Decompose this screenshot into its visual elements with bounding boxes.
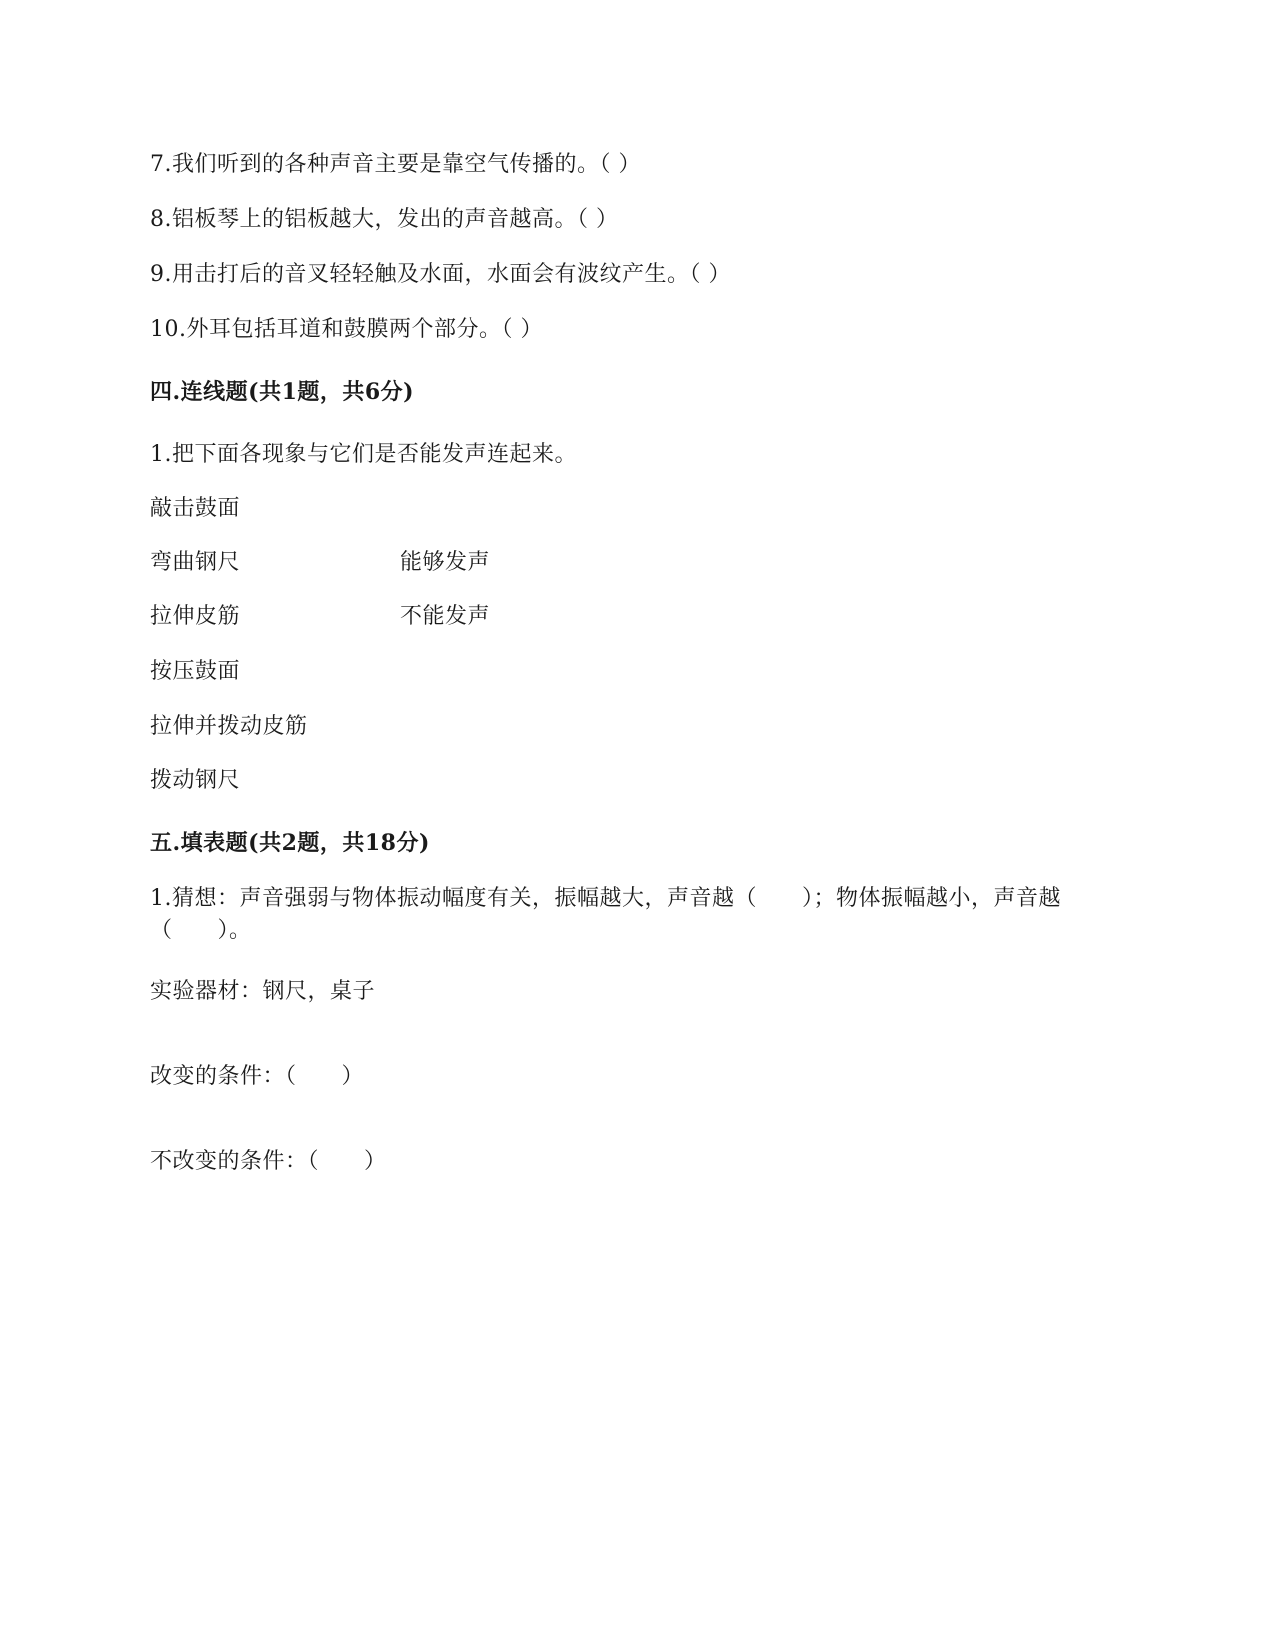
judgment-item-8: 8.铝板琴上的铝板越大，发出的声音越高。（ ） <box>150 207 619 232</box>
matching-left-item: 拨动钢尺 <box>150 768 241 793</box>
matching-left-item: 拉伸皮筋 <box>150 604 241 629</box>
matching-left-item: 敲击鼓面 <box>150 496 241 521</box>
judgment-item-7: 7.我们听到的各种声音主要是靠空气传播的。（ ） <box>150 152 641 177</box>
matching-left-item: 按压鼓面 <box>150 659 241 684</box>
judgment-item-9: 9.用击打后的音叉轻轻触及水面，水面会有波纹产生。（ ） <box>150 262 731 287</box>
changed-condition: 改变的条件：（ ） <box>150 1064 365 1089</box>
unchanged-condition: 不改变的条件：（ ） <box>150 1149 387 1174</box>
fill-question: 1.猜想：声音强弱与物体振动幅度有关，振幅越大，声音越（ ）；物体振幅越小，声音越（ ）。 <box>150 886 1061 943</box>
matching-question: 1.把下面各现象与它们是否能发声连起来。 <box>150 442 577 467</box>
matching-right-item: 不能发声 <box>400 604 491 629</box>
section-heading-fill-table: 五.填表题(共2题，共18分) <box>150 830 430 856</box>
matching-left-item: 拉伸并拨动皮筋 <box>150 714 308 739</box>
judgment-item-10: 10.外耳包括耳道和鼓膜两个部分。（ ） <box>150 317 543 342</box>
matching-left-item: 弯曲钢尺 <box>150 550 241 575</box>
matching-right-item: 能够发声 <box>400 550 491 575</box>
section-heading-matching: 四.连线题(共1题，共6分) <box>150 379 415 405</box>
experiment-materials: 实验器材：钢尺，桌子 <box>150 979 376 1004</box>
